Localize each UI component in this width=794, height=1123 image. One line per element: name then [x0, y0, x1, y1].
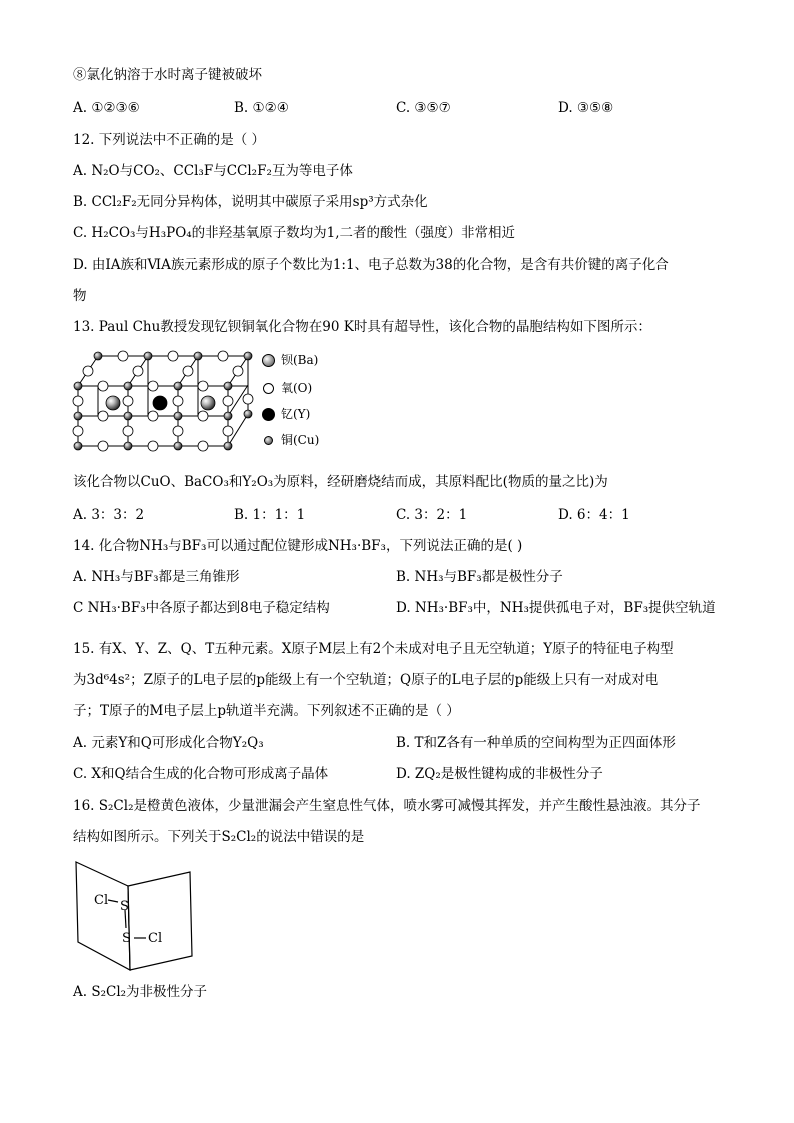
- q16-stem-line2: 结构如图所示。下列关于S₂Cl₂的说法中错误的是: [73, 829, 365, 845]
- q15-stem-line3: 子；T原子的M电子层上p轨道半充满。下列叙述不正确的是（ ）: [73, 703, 460, 719]
- q12-option-d-line1: D. 由ⅠA族和ⅥA族元素形成的原子个数比为1:1、电子总数为38的化合物，是含有共价键的离子化合: [73, 257, 669, 273]
- q11-option-d: D. ③⑤⑧: [558, 100, 614, 116]
- legend-cu: [262, 433, 319, 447]
- q12-option-b: B. CCl₂F₂无同分异构体，说明其中碳原子采用sp³方式杂化: [73, 194, 428, 210]
- s2cl2-structure-diagram: [72, 852, 196, 974]
- q11-option-a: A. ①②③⑥: [73, 100, 140, 116]
- s-bottom-label: S: [122, 931, 131, 946]
- legend-ba-label: 钡(Ba): [281, 353, 319, 367]
- q14-option-b: B. NH₃与BF₃都是极性分子: [396, 569, 563, 585]
- q13-sub-stem: 该化合物以CuO、BaCO₃和Y₂O₃为原料，经研磨烧结而成，其原料配比(物质的量之比)为: [73, 474, 608, 490]
- q14-option-c: C NH₃·BF₃中各原子都达到8电子稳定结构: [73, 600, 330, 616]
- q13-stem: 13. Paul Chu教授发现钇钡铜氧化合物在90 K时具有超导性，该化合物的晶胞结构如下图所示：: [73, 319, 651, 335]
- cl-right-label: Cl: [148, 931, 163, 946]
- copper-swatch: [264, 436, 273, 445]
- q12-option-d-line2: 物: [73, 288, 87, 304]
- s-top-label: S: [120, 899, 129, 914]
- q13-option-b: B. 1：1：1: [234, 507, 306, 523]
- q14-option-a: A. NH₃与BF₃都是三角锥形: [73, 569, 240, 585]
- q15-option-c: C. X和Q结合生成的化合物可形成离子晶体: [73, 766, 329, 782]
- q12-stem: 12. 下列说法中不正确的是（ ）: [73, 132, 266, 148]
- q11-option-b: B. ①②④: [234, 100, 289, 116]
- statement-8: ⑧氯化钠溶于水时离子键被破坏: [73, 67, 262, 83]
- legend-o-label: 氧(O): [281, 381, 313, 395]
- cl-left-label: Cl: [94, 893, 109, 908]
- q15-stem-line2: 为3d⁶4s²；Z原子的L电子层的p能级上有一个空轨道；Q原子的L电子层的p能级上只有一对成对电: [73, 672, 659, 688]
- q15-option-b: B. T和Z各有一种单质的空间构型为正四面体形: [396, 735, 676, 751]
- q12-option-c: C. H₂CO₃与H₃PO₄的非羟基氧原子数均为1,二者的酸性（强度）非常相近: [73, 225, 516, 241]
- q12-option-a: A. N₂O与CO₂、CCl₃F与CCl₂F₂互为等电子体: [73, 163, 353, 179]
- legend-y-label: 钇(Y): [281, 407, 311, 421]
- barium-swatch: [262, 354, 275, 367]
- q15-option-a: A. 元素Y和Q可形成化合物Y₂Q₃: [73, 735, 264, 751]
- crystal-cell-diagram: [70, 346, 256, 452]
- legend-y: [262, 407, 310, 421]
- legend-ba: [262, 353, 318, 367]
- yttrium-swatch: [262, 408, 275, 421]
- q16-option-a: A. S₂Cl₂为非极性分子: [73, 984, 208, 1000]
- q13-option-a: A. 3：3：2: [73, 507, 145, 523]
- legend-o: [262, 381, 312, 395]
- oxygen-swatch: [263, 383, 274, 394]
- q13-option-c: C. 3：2：1: [396, 507, 468, 523]
- q15-stem-line1: 15. 有X、Y、Z、Q、T五种元素。X原子M层上有2个未成对电子且无空轨道；Y原子的特征电子构型: [73, 641, 674, 657]
- q14-stem: 14. 化合物NH₃与BF₃可以通过配位键形成NH₃·BF₃，下列说法正确的是( ): [73, 538, 523, 554]
- legend-cu-label: 铜(Cu): [281, 433, 320, 447]
- q11-option-c: C. ③⑤⑦: [396, 100, 451, 116]
- q13-option-d: D. 6：4：1: [558, 507, 630, 523]
- q16-stem-line1: 16. S₂Cl₂是橙黄色液体，少量泄漏会产生窒息性气体，喷水雾可减慢其挥发，并产生酸性悬浊液。其分子: [73, 798, 701, 814]
- q14-option-d: D. NH₃·BF₃中，NH₃提供孤电子对，BF₃提供空轨道: [396, 600, 716, 616]
- q15-option-d: D. ZQ₂是极性键构成的非极性分子: [396, 766, 603, 782]
